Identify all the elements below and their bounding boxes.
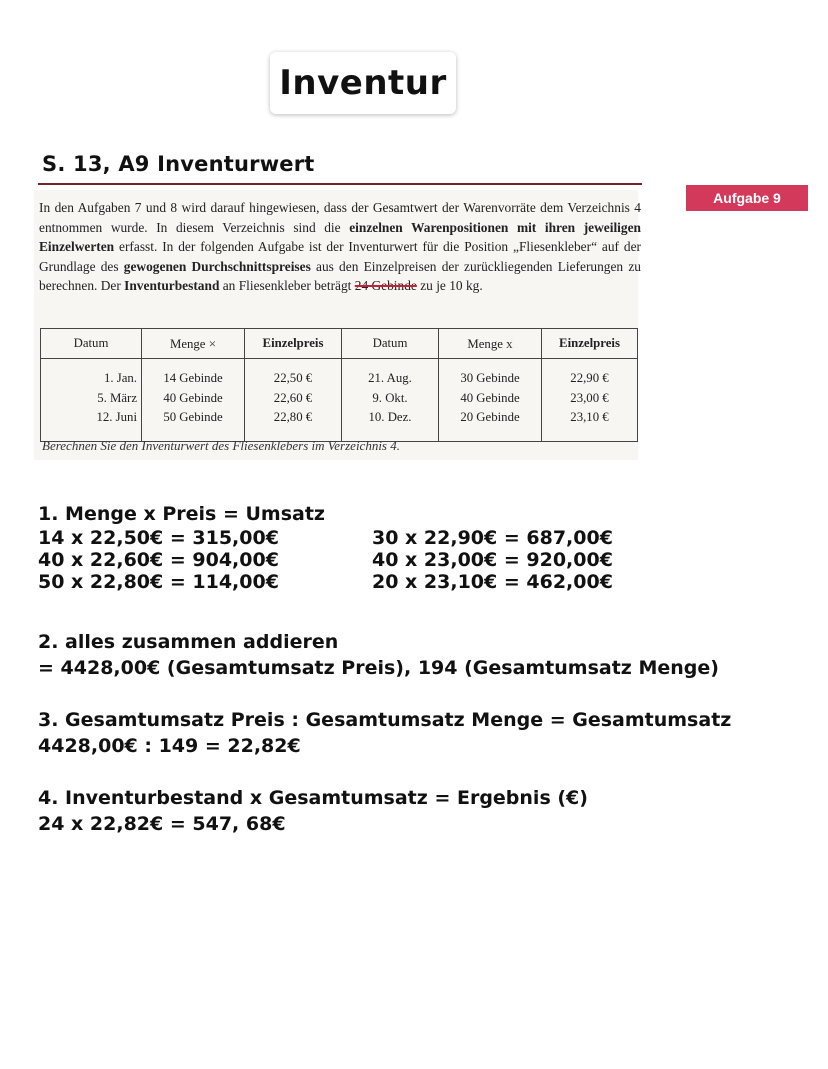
step2-title: 2. alles zusammen addieren <box>38 631 339 653</box>
cell-menge: 20 Gebinde <box>460 410 520 424</box>
pen-mark: x <box>506 335 513 351</box>
th-menge-left <box>142 329 245 359</box>
book-bold-2: gewogenen Durchschnittspreises <box>123 258 311 274</box>
cell-mengen-right <box>439 359 542 442</box>
book-text-3: aus den Einzelpreisen der zurückliegenden Lieferungen zu berechnen. Der <box>39 258 641 294</box>
th-menge-left-label: Menge <box>169 336 206 351</box>
book-text-1: In den Aufgaben 7 und 8 wird darauf hingewiesen, dass der Gesamtwert der Warenvorräte dem Verzeichnis 4 entnommen wurde. In diesem Verzeichnis sind die <box>39 200 641 235</box>
cell-date: 21. Aug. <box>368 371 412 385</box>
step1-left-calcs <box>38 527 279 593</box>
cell-preis: 23,10 € <box>570 410 609 424</box>
cell-preis: 22,80 € <box>273 410 313 424</box>
th-datum-right: Datum <box>342 329 439 359</box>
step1-title: 1. Menge x Preis = Umsatz <box>38 503 325 525</box>
book-text-2: erfasst. In der folgenden Aufgabe ist der Inventurwert für die Position „Fliesenkleber“ auf der Grundlage des <box>39 239 641 274</box>
step2-line: = 4428,00€ (Gesamtumsatz Preis), 194 (Gesamtumsatz Menge) <box>38 657 719 679</box>
calc-line: 14 x 22,50€ = 315,00€ <box>38 527 279 549</box>
step4-line: 24 x 22,82€ = 547, 68€ <box>38 813 286 835</box>
cell-preise-right <box>542 359 638 442</box>
pen-mark: × <box>208 335 217 351</box>
cell-dates-right <box>342 359 439 442</box>
step4-title: 4. Inventurbestand x Gesamtumsatz = Ergebnis (€) <box>38 787 588 809</box>
book-text-5: zu je 10 kg. <box>416 278 483 294</box>
subtitle-underline <box>38 183 642 185</box>
cell-mengen-left <box>142 359 245 442</box>
cell-preis: 23,00 € <box>570 390 609 405</box>
cell-preis: 22,90 € <box>570 371 609 385</box>
calc-line: 20 x 23,10€ = 462,00€ <box>372 571 613 593</box>
th-datum-left: Datum <box>41 329 142 359</box>
cell-menge: 40 Gebinde <box>163 390 223 405</box>
delivery-table <box>40 328 638 442</box>
table-row <box>41 359 638 442</box>
step1-right-calcs <box>372 527 613 593</box>
book-bold-1: einzelnen Warenpositionen mit ihren jeweiligen Einzelwerten <box>39 219 641 255</box>
section-subtitle: S. 13, A9 Inventurwert <box>42 152 315 176</box>
cell-preis: 22,50 € <box>273 371 313 385</box>
cell-date: 10. Dez. <box>368 410 412 424</box>
book-bold-3: Inventurbestand <box>124 278 220 294</box>
step3-title: 3. Gesamtumsatz Preis : Gesamtumsatz Menge = Gesamtumsatz <box>38 709 732 731</box>
calc-line: 30 x 22,90€ = 687,00€ <box>372 527 613 549</box>
table-header-row <box>41 329 638 359</box>
step3-line: 4428,00€ : 149 = 22,82€ <box>38 735 301 757</box>
task-caption: Berechnen Sie den Inventurwert des Fliesenklebers im Verzeichnis 4. <box>42 438 400 453</box>
cell-date: 5. März <box>97 390 137 405</box>
struck-quantity: 24 Gebinde <box>354 278 417 294</box>
cell-date: 12. Juni <box>96 410 137 424</box>
cell-preis: 22,60 € <box>273 390 313 405</box>
th-menge-right-label: Menge <box>467 336 503 351</box>
cell-date: 9. Okt. <box>372 390 408 405</box>
calc-line: 50 x 22,80€ = 114,00€ <box>38 571 279 593</box>
th-preis-left: Einzelpreis <box>245 329 342 359</box>
cell-menge: 30 Gebinde <box>460 371 520 385</box>
page-title: Inventur <box>279 63 447 103</box>
task-badge: Aufgabe 9 <box>686 185 808 211</box>
th-preis-right: Einzelpreis <box>542 329 638 359</box>
title-card <box>270 52 456 114</box>
calc-line: 40 x 23,00€ = 920,00€ <box>372 549 613 571</box>
cell-preise-left <box>245 359 342 442</box>
cell-date: 1. Jan. <box>103 371 137 385</box>
cell-dates-left <box>41 359 142 442</box>
th-menge-right <box>439 329 542 359</box>
calc-line: 40 x 22,60€ = 904,00€ <box>38 549 279 571</box>
book-text-4: an Fliesenkleber beträgt <box>219 278 355 294</box>
cell-menge: 50 Gebinde <box>163 410 223 424</box>
cell-menge: 40 Gebinde <box>460 390 520 405</box>
book-paragraph <box>39 198 641 296</box>
cell-menge: 14 Gebinde <box>163 371 223 385</box>
